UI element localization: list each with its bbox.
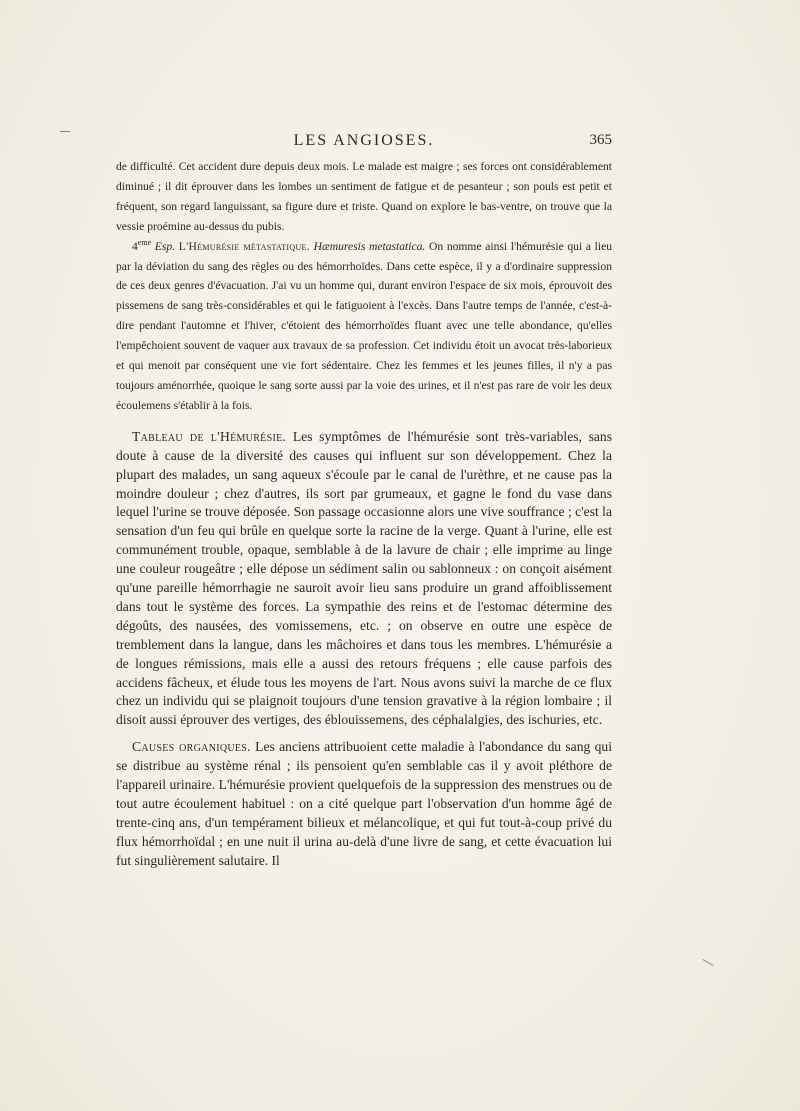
species-number-suffix: eme — [137, 237, 152, 247]
paragraph-text: Les symptômes de l'hémurésie sont très-variables, sans doute à cause de la diversité des causes qui influent sur son développement. Chez la plupart des malades, un sang aqueux s'écoule par le canal de l'urèthre, et ne cause pas la moindre douleur ; chez d'autres, ils sort par grumeaux, et gagne le fond du vase dans lequel l'urine se trouve déposée. Son passage occasionne alors une vive souffrance ; c'est la sensation d'un feu qui brûle en quelque sorte la racine de la verge. Quant à l'urine, elle est communément trouble, opaque, semblable à de la lavure de chair ; elle imprime au linge une couleur rougeâtre ; elle dépose un sédiment salin ou sablonneux : on conçoit aisément qu'une pareille hémorrhagie ne sauroit avoir lieu sans produire un grand affoiblissement dans tout le système des forces. La sympathie des reins et de l'estomac détermine des dégoûts, des nausées, des vomissemens, etc. ; on observe en outre une espèce de tremblement dans la langue, dans les mâchoires et dans tous les membres. L'hémurésie a de longues rémissions, mais elle a aussi des retours fréquens ; elle cause parfois des accidens fâcheux, et élude tous les moyens de l'art. Nous avons suivi la marche de ce flux chez un individu qui se plaignoit toujours d'une tension gravative à la région lombaire ; il disoit aussi éprouver des vertiges, des éblouissemens, des céphalalgies, des ischuries, etc. — [116, 428, 612, 728]
species-heading: L'Hémurésie métastatique. — [178, 239, 310, 253]
species-abbrev: Esp. — [154, 239, 176, 253]
page-number: 365 — [589, 132, 612, 148]
paper-speck — [60, 131, 70, 132]
paragraph-text: Les anciens attribuoient cette maladie à l'abondance du sang qui se distribue au système rénal ; ils pensoient qu'en semblable cas il y avoit pléthore de l'appareil urinaire. L'hémurésie provient quelquefois de la suppression des menstrues ou de tout autre écoulement habituel : on a cité quelque part l'observation d'un homme âgé de trente-cinq ans, d'un tempérament bilieux et mélancolique, et qui fut tout-à-coup privé du flux hémorrhoïdal ; en une nuit il urina au-delà d'une livre de sang, et cette évacuation lui fut singulièrement salutaire. Il — [116, 739, 612, 868]
section-heading: Tableau de l'Hémurésie. — [132, 428, 287, 444]
section-causes — [116, 738, 612, 870]
paragraph-causes — [116, 738, 612, 870]
paragraph-tableau — [116, 428, 612, 731]
section-tableau — [116, 428, 612, 731]
page-header — [116, 132, 612, 154]
latin-name: Hæmuresis metastatica. — [313, 239, 426, 253]
small-type-section — [116, 157, 612, 416]
paper-speck — [703, 959, 714, 966]
running-title: LES ANGIOSES. — [293, 132, 435, 149]
body-text — [116, 157, 612, 871]
paragraph-text: de difficulté. Cet accident dure depuis deux mois. Le malade est maigre ; ses forces ont considérablement diminué ; il dit éprouver dans les lombes un sentiment de fatigue et de pesanteur ; son pouls est petit et fréquent, son regard languissant, sa figure dure et triste. Quand on explore le bas-ventre, on trouve que la vessie proémine au-dessus du pubis. — [116, 160, 612, 233]
paragraph-text: On nomme ainsi l'hémurésie qui a lieu par la déviation du sang des règles ou des hémorrhoïdes. Dans cette espèce, il y a d'ordinaire suppression de ces deux genres d'évacuation. J'ai vu un homme qui, durant environ l'espace de six mois, éprouvoit des pissemens de sang très-considérables et qui le fatiguoient à l'excès. Dans l'autre temps de l'année, c'est-à-dire pendant l'automne et l'hiver, c'étoient des hémorrhoïdes fluant avec une telle abondance, qu'elles l'empêchoient souvent de vaquer aux travaux de sa profession. Cet individu étoit un avocat très-laborieux et qui menoit par conséquent une vie fort sédentaire. Chez les femmes et les jeunes filles, il n'y a pas toujours aménorrhée, quoique le sang sorte aussi par la voie des urines, et il n'est pas rare de voir les deux écoulemens s'établir à la fois. — [116, 239, 613, 412]
section-heading: Causes organiques. — [132, 739, 251, 755]
paragraph-continuation — [116, 157, 612, 237]
species-number: 4 — [132, 239, 138, 253]
paragraph-species-4 — [116, 237, 612, 416]
